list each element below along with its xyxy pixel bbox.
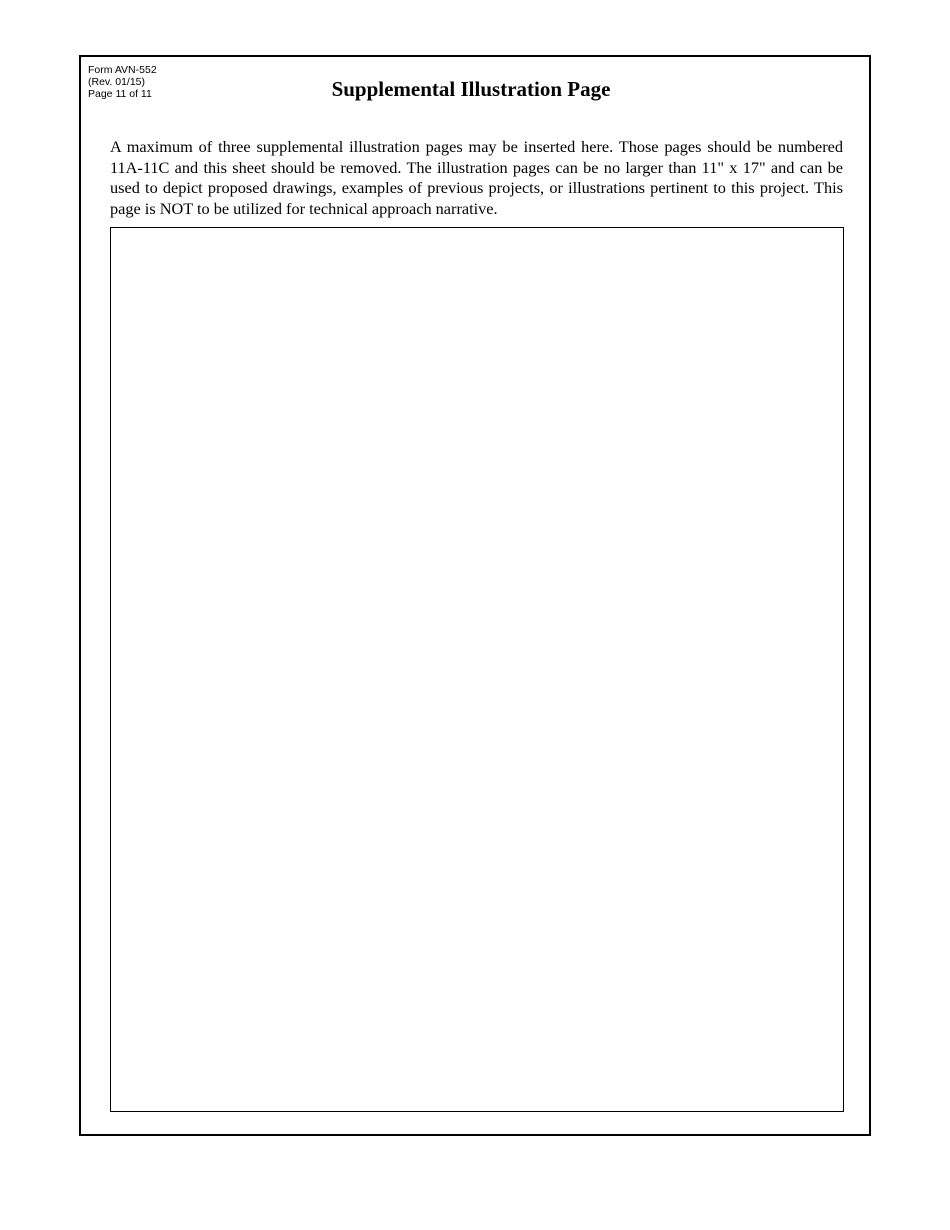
page-frame (79, 55, 871, 1136)
form-revision: (Rev. 01/15) (88, 76, 145, 88)
illustration-area (110, 227, 844, 1112)
form-page-number: Page 11 of 11 (88, 88, 152, 100)
form-number: Form AVN-552 (88, 64, 157, 76)
page-title: Supplemental Illustration Page (331, 77, 611, 101)
instructions-text: A maximum of three supplemental illustration pages may be inserted here. Those pages should be numbered 11A-11C and this sheet should be removed. The illustration pages can be no larger than 11" x 17" and can be used to depict proposed drawings, examples of previous projects, or illustrations pertinent to this project. This page is NOT to be utilized for technical approach narrative. (110, 137, 843, 218)
